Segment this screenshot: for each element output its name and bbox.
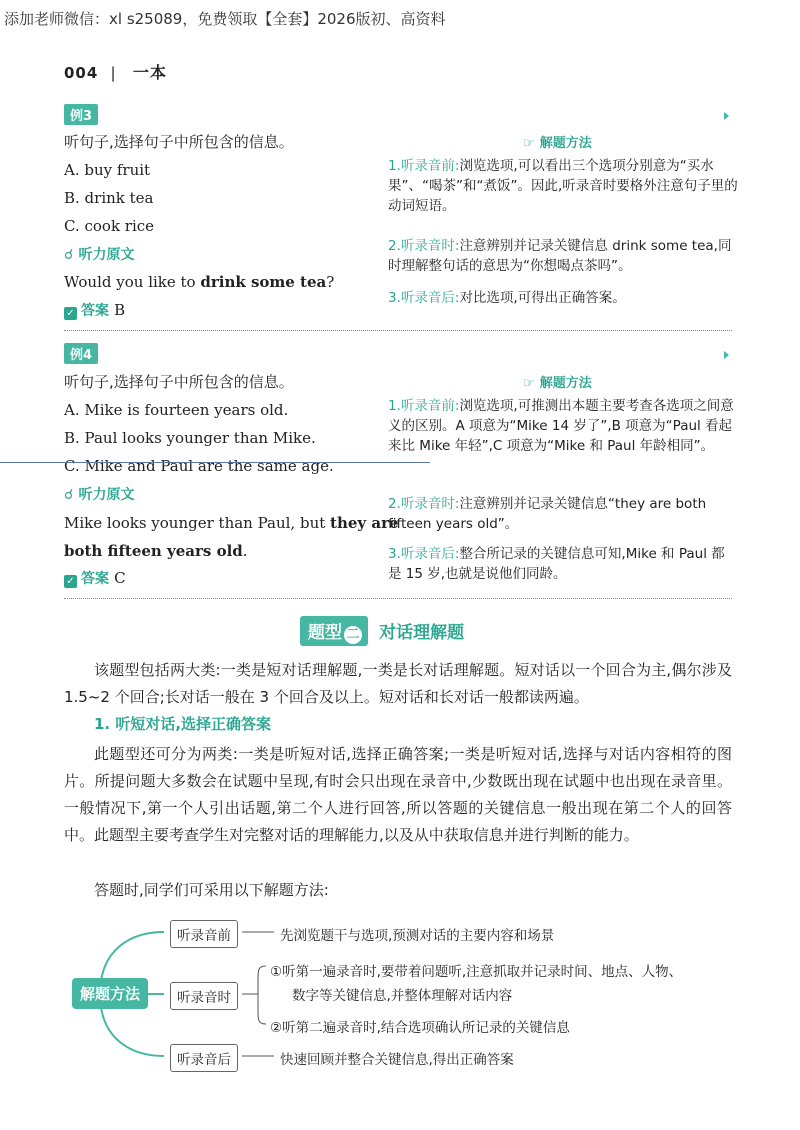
watermark-text: 添加老师微信：xl s25089，免费领取【全套】2026版初、高资料 (4, 10, 446, 28)
section-heading (300, 616, 464, 646)
section-tag-text: 题型 (308, 623, 342, 643)
arrow-icon (724, 112, 729, 120)
example-4-step-2 (388, 494, 738, 534)
diagram-after-text: 快速回顾并整合关键信息,得出正确答案 (280, 1052, 514, 1068)
headphones-icon: ☌ (64, 487, 74, 503)
transcript-key-phrase: drink some tea (200, 273, 327, 291)
example-4-transcript-heading (64, 484, 135, 504)
step-text: 浏览选项,可推测出本题主要考查各选项之间意义的区别。A 项意为“Mike 14 岁了”,B 项意为“Paul 看起来比 Mike 年轻”,C 项意为“Mike 和 Paul 年龄相同”。 (388, 398, 734, 454)
arrow-icon (724, 351, 729, 359)
transcript-label: 听力原文 (78, 487, 135, 503)
example-4-method-heading (523, 372, 592, 391)
transcript-punct: ? (326, 273, 335, 291)
method-title: 解题方法 (539, 376, 592, 391)
example-3-transcript-heading (64, 244, 135, 264)
section-title: 对话理解题 (379, 623, 465, 643)
step-label: 3.听录音后: (388, 546, 460, 562)
example-4-tag: 例4 (64, 343, 98, 364)
divider (64, 598, 732, 599)
transcript-key-phrase: both fifteen years old (64, 542, 243, 560)
example-4-transcript-line-2 (64, 541, 248, 561)
example-3-step-1 (388, 156, 738, 216)
diagram-node-after: 听录音后 (170, 1044, 238, 1072)
step-text: 注意辨别并记录关键信息 drink some tea,同时理解整句话的意思为“你想喝点茶吗”。 (388, 238, 732, 274)
subsection-body: 此题型还可分为两类:一类是听短对话,选择正确答案;一类是听短对话,选择与对话内容相符的图片。所提问题大多数会在试题中呈现,有时会只出现在录音中,少数既出现在试题中也出现在录音里。一般情况下,第一个人引出话题,第二个人进行回答,所以答题的关键信息一般出现在第二个人的回答中。此题型主要考查学生对完整对话的理解能力,以及从中获取信息并进行判断的能力。 (64, 745, 732, 844)
step-text: 浏览选项,可以看出三个选项分别意为“买水果”、“喝茶”和“煮饭”。因此,听录音时要格外注意句子里的动词短语。 (388, 158, 738, 214)
example-3-tag: 例3 (64, 104, 98, 125)
example-3-step-2 (388, 236, 738, 276)
example-3-question: 听句子,选择句子中所包含的信息。 (64, 133, 294, 151)
example-4-option-b: B. Paul looks younger than Mike. (64, 429, 316, 447)
transcript-key-phrase: they are (330, 514, 399, 532)
page-number: 004 (64, 64, 99, 82)
book-title: 一本 (132, 63, 167, 82)
example-4-question: 听句子,选择句子中所包含的信息。 (64, 373, 294, 391)
diagram-during-text-2: ②听第二遍录音时,结合选项确认所记录的关键信息 (270, 1020, 570, 1036)
step-label: 2.听录音时: (388, 496, 460, 512)
example-3-transcript (64, 272, 334, 292)
example-4-transcript-line-1 (64, 513, 399, 533)
example-3-option-a: A. buy fruit (64, 161, 151, 179)
header-separator: | (110, 64, 117, 82)
example-4-option-a: A. Mike is fourteen years old. (64, 401, 289, 419)
diagram-root: 解题方法 (72, 978, 148, 1009)
transcript-text: Would you like to (64, 273, 201, 291)
diagram-node-during: 听录音时 (170, 982, 238, 1010)
section-tag (300, 616, 368, 646)
diagram-during-text-1a: ①听第一遍录音时,要带着问题听,注意抓取并记录时间、地点、人物、 (270, 964, 683, 980)
answer-value: C (114, 569, 126, 587)
example-3-method-heading (523, 132, 592, 151)
example-4-answer (64, 568, 126, 588)
step-text: 对比选项,可得出正确答案。 (459, 290, 626, 306)
answer-label: 答案 (81, 571, 109, 587)
example-3-answer (64, 300, 125, 320)
diagram-node-before: 听录音前 (170, 920, 238, 948)
method-title: 解题方法 (539, 136, 592, 151)
example-4-option-c: C. Mike and Paul are the same age. (64, 457, 334, 475)
diagram-during-text-1b: 数字等关键信息,并整体理解对话内容 (292, 988, 513, 1004)
check-icon: ✓ (64, 575, 77, 588)
step-label: 2.听录音时: (388, 238, 460, 254)
page-header (64, 60, 167, 83)
pointing-hand-icon: ☞ (523, 376, 535, 391)
step-text: 注意辨别并记录关键信息“they are both fifteen years old”。 (388, 496, 707, 532)
scan-line (0, 462, 430, 463)
transcript-text: Mike looks younger than Paul, but (64, 514, 331, 532)
diagram-before-text: 先浏览题干与选项,预测对话的主要内容和场景 (280, 928, 555, 944)
step-label: 1.听录音前: (388, 398, 460, 414)
pointing-hand-icon: ☞ (523, 136, 535, 151)
transcript-label: 听力原文 (78, 247, 135, 263)
transcript-punct: . (242, 542, 248, 560)
example-3-step-3 (388, 288, 738, 308)
section-intro: 该题型包括两大类:一类是短对话理解题,一类是长对话理解题。短对话以一个回合为主,偶尔涉及 1.5~2 个回合;长对话一般在 3 个回合及以上。短对话和长对话一般都读两遍。 (64, 661, 732, 706)
example-4-step-3 (388, 544, 738, 584)
example-4-step-1 (388, 396, 738, 456)
step-label: 3.听录音后: (388, 290, 460, 306)
headphones-icon: ☌ (64, 247, 74, 263)
section-tag-number: 二 (344, 626, 362, 644)
step-label: 1.听录音前: (388, 158, 460, 174)
check-icon: ✓ (64, 307, 77, 320)
divider (64, 330, 732, 331)
subsection-title: 1. 听短对话,选择正确答案 (94, 715, 272, 733)
example-3-option-c: C. cook rice (64, 217, 155, 235)
example-3-option-b: B. drink tea (64, 189, 154, 207)
answer-label: 答案 (81, 303, 109, 319)
step-text: 整合所记录的关键信息可知,Mike 和 Paul 都是 15 岁,也就是说他们同龄。 (388, 546, 725, 582)
answer-value: B (114, 301, 126, 319)
methods-lead: 答题时,同学们可采用以下解题方法: (94, 881, 329, 899)
